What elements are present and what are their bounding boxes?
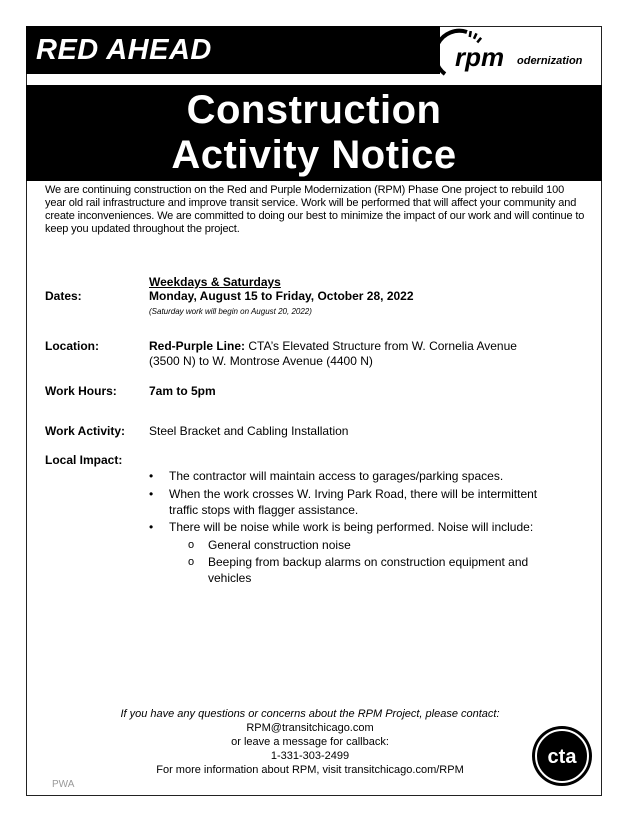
work-activity-value: Steel Bracket and Cabling Installation bbox=[149, 424, 349, 438]
noise-item-text: General construction noise bbox=[208, 538, 351, 552]
location-value bbox=[149, 338, 517, 354]
sub-bullet-glyph: o bbox=[188, 539, 195, 551]
footer-phone: 1-331-303-2499 bbox=[270, 750, 350, 762]
footer-contact bbox=[60, 707, 560, 777]
dates-note: (Saturday work will begin on August 20, 2022) bbox=[149, 307, 312, 316]
work-hours-label: Work Hours: bbox=[45, 384, 117, 398]
red-ahead-logo: RED AHEAD bbox=[36, 34, 212, 66]
document-code: PWA bbox=[52, 779, 75, 790]
local-impact-label: Local Impact: bbox=[45, 453, 123, 467]
title-banner bbox=[26, 85, 602, 181]
footer-email: RPM@transitchicago.com bbox=[246, 722, 374, 734]
bullet-glyph: • bbox=[149, 520, 154, 534]
location-line-1: CTA’s Elevated Structure from W. Cornelia Avenue bbox=[248, 339, 517, 353]
footer-more-info: For more information about RPM, visit transitchicago.com/RPM bbox=[156, 764, 464, 776]
location-line-name: Red-Purple Line: bbox=[149, 339, 246, 353]
dates-label: Dates: bbox=[45, 289, 82, 303]
bullet-glyph: • bbox=[149, 487, 154, 501]
sub-bullet-glyph: o bbox=[188, 556, 195, 568]
rpm-logo-word: odernization bbox=[517, 55, 583, 67]
dates-range: Monday, August 15 to Friday, October 28, 2022 bbox=[149, 289, 414, 303]
footer-question: If you have any questions or concerns about the RPM Project, please contact: bbox=[120, 708, 500, 720]
noise-item-text: Beeping from backup alarms on construction equipment and vehicles bbox=[208, 555, 529, 585]
work-hours-value: 7am to 5pm bbox=[149, 384, 216, 398]
rpm-logo-mark: rpm bbox=[455, 42, 505, 72]
bullet-glyph: • bbox=[149, 469, 154, 483]
title-line-1: Construction bbox=[186, 88, 442, 132]
location-line-2: (3500 N) to W. Montrose Avenue (4400 N) bbox=[149, 354, 373, 368]
footer-callback: or leave a message for callback: bbox=[231, 736, 389, 748]
rpm-modernization-logo bbox=[437, 28, 602, 80]
cta-logo bbox=[531, 725, 593, 787]
dates-heading: Weekdays & Saturdays bbox=[149, 275, 281, 289]
impact-bullet-text: When the work crosses W. Irving Park Road, there will be intermittent traffic stops with flagger assistance. bbox=[169, 487, 538, 517]
location-label: Location: bbox=[45, 339, 99, 353]
impact-bullet-text: There will be noise while work is being performed. Noise will include: bbox=[169, 520, 534, 534]
cta-logo-text: cta bbox=[547, 746, 577, 768]
intro-paragraph: We are continuing construction on the Red and Purple Modernization (RPM) Phase One project to rebuild 100 year old rail infrastructure and improve transit service. Work will be performed that will affect your community and create inconveniences. We are committed to doing our best to minimize the impact of our work and will continue to keep you updated throughout the project. bbox=[45, 184, 585, 235]
work-activity-label: Work Activity: bbox=[45, 424, 126, 438]
impact-bullet-text: The contractor will maintain access to garages/parking spaces. bbox=[169, 469, 504, 483]
title-line-2: Activity Notice bbox=[171, 133, 457, 177]
